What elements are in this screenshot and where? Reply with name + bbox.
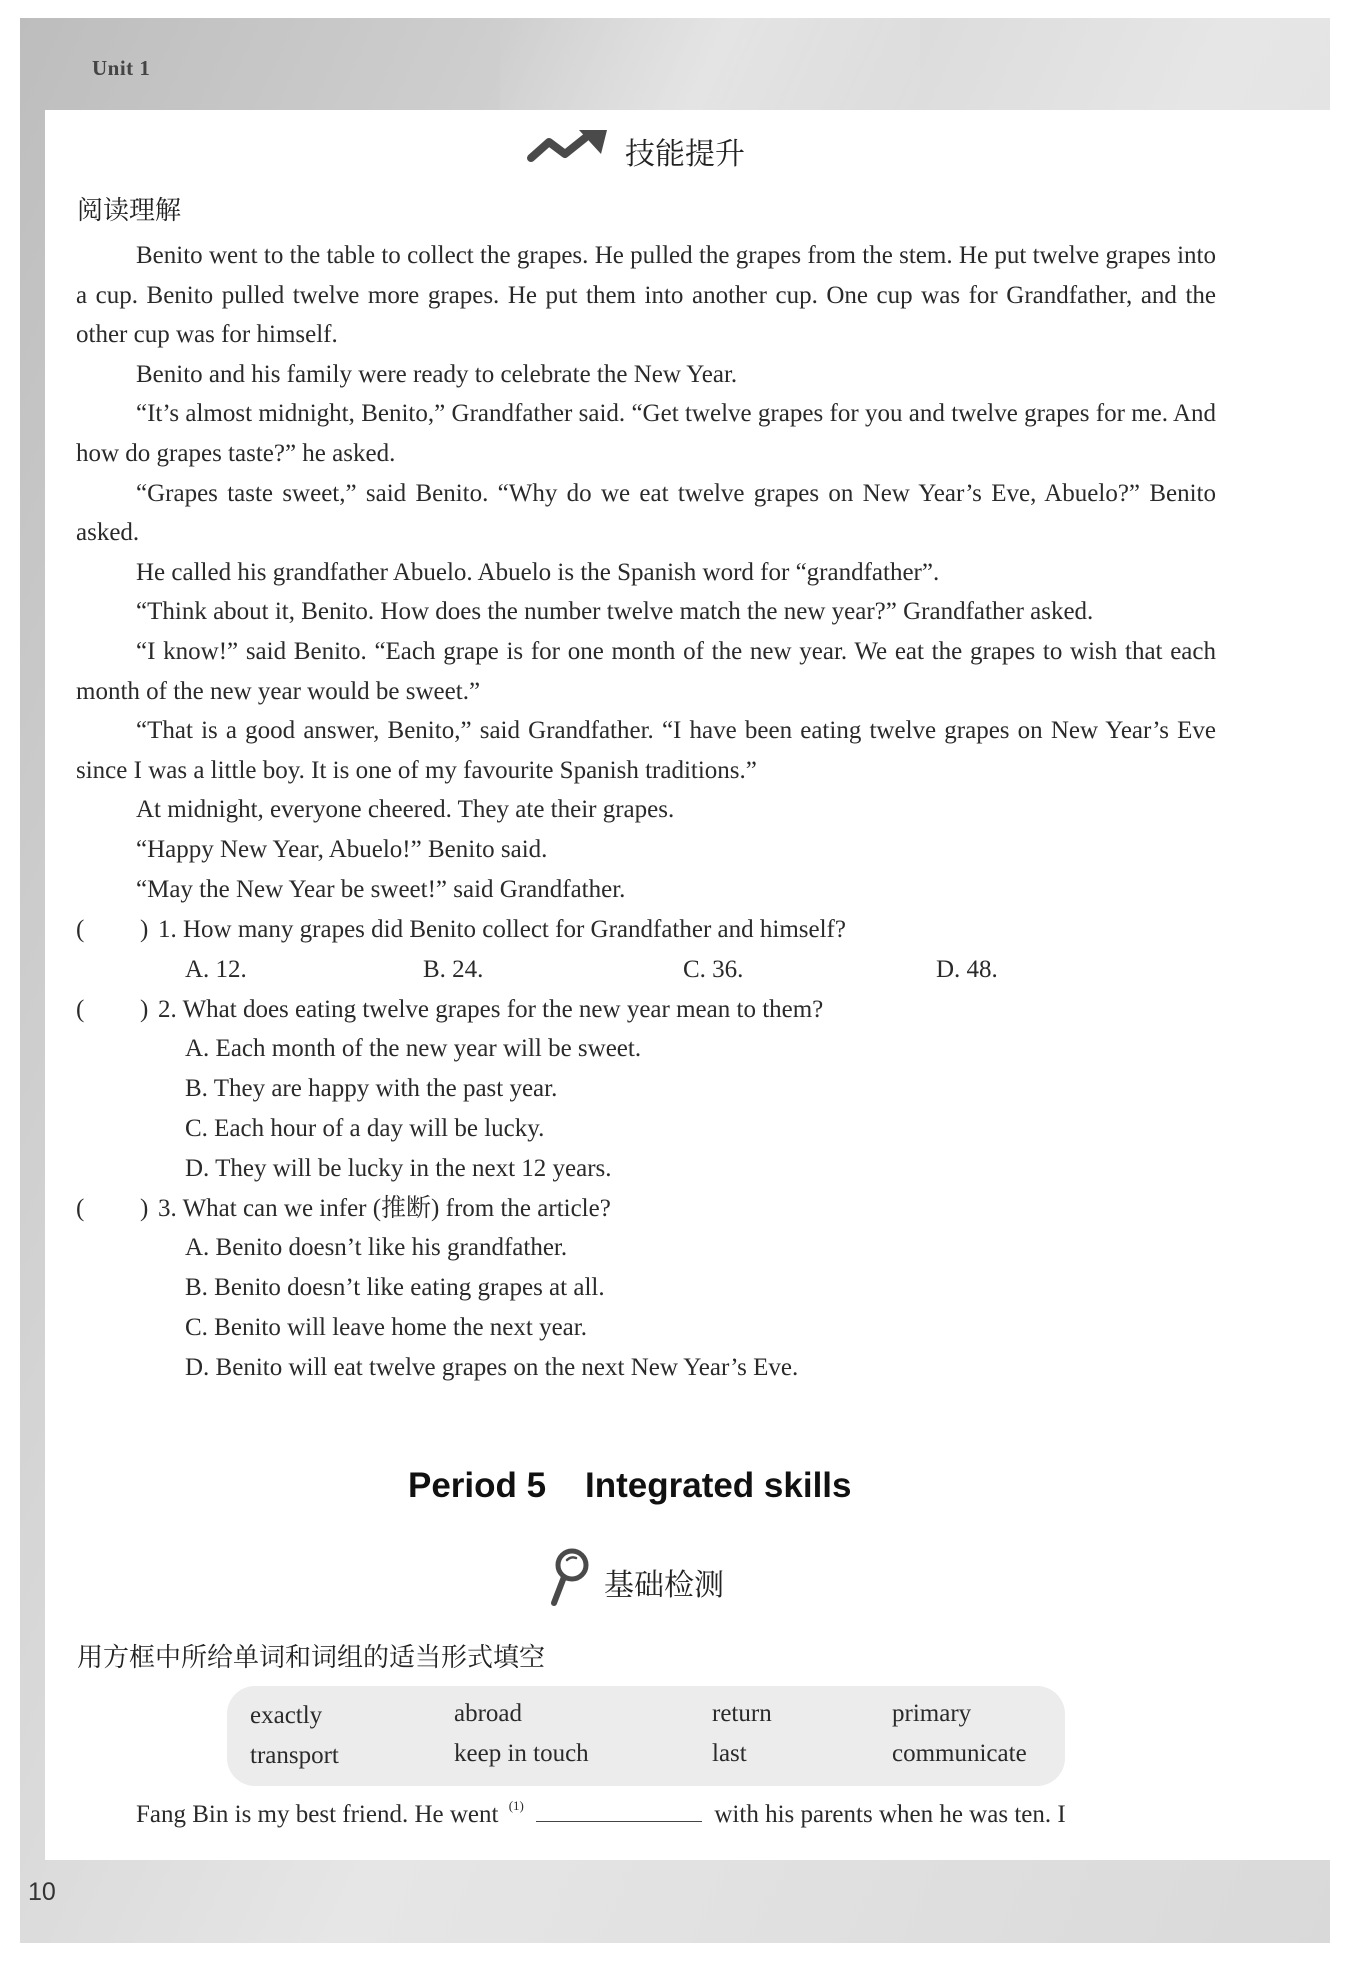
question-number: 3.	[158, 1194, 177, 1222]
paragraph: “It’s almost midnight, Benito,” Grandfather said. “Get twelve grapes for you and twelve grapes for me. And how do grapes taste?” he asked.	[76, 400, 1216, 467]
paragraph: Benito and his family were ready to celebrate the New Year.	[136, 360, 738, 388]
question-number: 1.	[158, 916, 177, 943]
trend-arrow-icon	[527, 128, 611, 174]
skills-section-heading	[527, 128, 745, 174]
basics-section-heading	[548, 1548, 724, 1616]
paragraph: He called his grandfather Abuelo. Abuelo is the Spanish word for “grandfather”.	[136, 558, 940, 586]
question-3	[76, 1189, 1216, 1229]
question-stem: How many grapes did Benito collect for Grandfather and himself?	[183, 916, 846, 943]
frame-decoration	[500, 18, 920, 113]
paragraph: “That is a good answer, Benito,” said Grandfather. “I have been eating twelve grapes on New Year’s Eve since I was a little boy. It is one of my favourite Spanish traditions.”	[76, 717, 1216, 784]
reading-heading: 阅读理解	[77, 196, 182, 226]
option: B. They are happy with the past year.	[185, 1075, 558, 1103]
paragraph: “May the New Year be sweet!” said Grandfather.	[136, 875, 626, 903]
fill-in-sentence	[136, 1798, 1066, 1829]
option: B. Benito doesn’t like eating grapes at all.	[185, 1274, 605, 1302]
skills-section-title: 技能提升	[625, 137, 745, 172]
word-item: return	[712, 1700, 772, 1727]
question-2	[76, 990, 1216, 1030]
basics-section-title: 基础检测	[604, 1568, 724, 1603]
period-title: Period 5 Integrated skills	[408, 1466, 852, 1505]
word-item: transport	[250, 1742, 339, 1769]
sentence-part: with his parents when he was ten. I	[714, 1801, 1066, 1828]
question-number: 2.	[158, 995, 177, 1023]
paragraph: “I know!” said Benito. “Each grape is for one month of the new year. We eat the grapes to wish that each month of the new year would be sweet.”	[76, 637, 1216, 705]
question-list	[76, 910, 1216, 1388]
word-item: communicate	[892, 1740, 1027, 1767]
unit-label: Unit 1	[92, 56, 151, 80]
option: D. 48.	[936, 955, 998, 983]
option: B. 24.	[423, 955, 484, 983]
question-stem: What can we infer (推断) from the article?	[182, 1194, 611, 1222]
word-item: exactly	[250, 1702, 323, 1729]
paragraph: “Think about it, Benito. How does the number twelve match the new year?” Grandfather asked.	[136, 598, 1094, 626]
paragraph: “Happy New Year, Abuelo!” Benito said.	[136, 835, 548, 863]
page-number: 10	[28, 1878, 56, 1906]
word-item: last	[712, 1740, 747, 1767]
paragraph: “Grapes taste sweet,” said Benito. “Why do we eat twelve grapes on New Year’s Eve, Abuelo?” Benito asked.	[76, 479, 1216, 547]
option: C. Each hour of a day will be lucky.	[185, 1114, 545, 1142]
option: A. 12.	[185, 955, 247, 983]
word-item: abroad	[454, 1700, 523, 1727]
option: A. Each month of the new year will be sweet.	[185, 1035, 642, 1063]
question-1	[76, 910, 1216, 950]
answer-paren-close: )	[140, 995, 149, 1023]
answer-paren-close: )	[140, 916, 149, 943]
paragraph: Benito went to the table to collect the grapes. He pulled the grapes from the stem. He put twelve grapes into a cup. Benito pulled twelve more grapes. He put them into another cup. One cup was for Grandfather, and the other cup was for himself.	[76, 242, 1216, 349]
word-box	[227, 1686, 1065, 1786]
word-item: keep in touch	[454, 1740, 589, 1767]
reading-passage	[76, 236, 1216, 909]
fill-in-instruction: 用方框中所给单词和词组的适当形式填空	[77, 1643, 546, 1673]
word-item: primary	[892, 1700, 972, 1727]
option: D. They will be lucky in the next 12 years.	[185, 1154, 612, 1182]
question-stem: What does eating twelve grapes for the new year mean to them?	[182, 995, 824, 1023]
paragraph: At midnight, everyone cheered. They ate their grapes.	[136, 796, 675, 824]
option: C. Benito will leave home the next year.	[185, 1313, 587, 1341]
answer-paren-close: )	[140, 1194, 149, 1222]
magnifier-icon	[548, 1548, 590, 1616]
answer-paren-open: (	[76, 916, 85, 943]
answer-paren-open: (	[76, 1194, 85, 1222]
option: A. Benito doesn’t like his grandfather.	[185, 1234, 568, 1262]
sentence-part: Fang Bin is my best friend. He went	[136, 1801, 499, 1828]
option: C. 36.	[683, 955, 744, 983]
option: D. Benito will eat twelve grapes on the next New Year’s Eve.	[185, 1353, 799, 1381]
blank-number: (1)	[508, 1798, 524, 1813]
answer-blank[interactable]	[536, 1801, 702, 1822]
question-1-options	[76, 950, 1216, 990]
answer-paren-open: (	[76, 995, 85, 1023]
